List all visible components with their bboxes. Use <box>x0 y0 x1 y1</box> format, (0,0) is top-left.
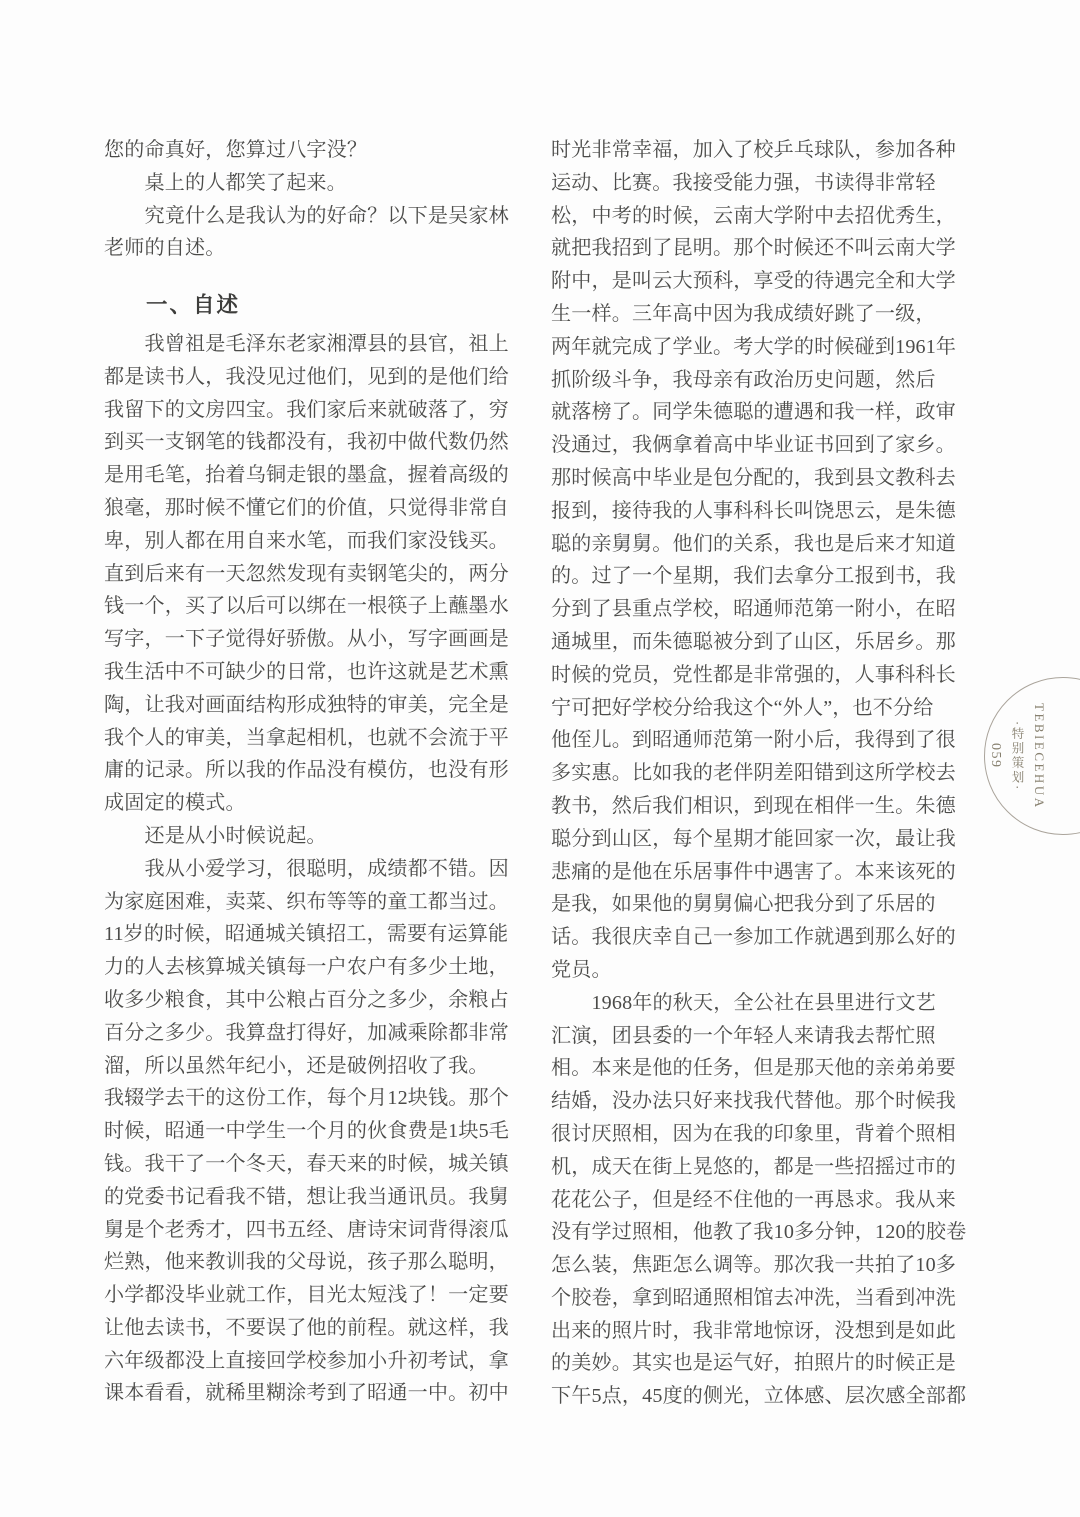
text-line: 抓阶级斗争，我母亲有政治历史问题，然后 <box>551 368 936 391</box>
text-line: 卑，别人都在用自来水笔，而我们家没钱买。 <box>104 529 509 552</box>
text-line: 庸的记录。所以我的作品没有模仿，也没有形 <box>104 759 509 782</box>
text-line: 很讨厌照相，因为在我的印象里，背着个照相 <box>551 1122 956 1145</box>
text-line: 六年级都没上直接回学校参加小升初考试，拿 <box>104 1349 509 1372</box>
text-line: 舅是个老秀才，四书五经、唐诗宋词背得滚瓜 <box>104 1218 509 1241</box>
text-line: 成固定的模式。 <box>104 792 246 815</box>
text-line: 直到后来有一天忽然发现有卖钢笔尖的，两分 <box>104 562 509 585</box>
text-line: 怎么装，焦距怎么调等。那次我一共拍了10多 <box>551 1254 957 1277</box>
text-line: 写字，一下子觉得好骄傲。从小，写字画画是 <box>104 628 509 651</box>
text-line: 究竟什么是我认为的好命？以下是吴家林 <box>104 204 509 227</box>
text-line: 百分之多少。我算盘打得好，加减乘除都非常 <box>104 1021 509 1044</box>
text-line: 还是从小时候说起。 <box>104 824 327 847</box>
text-line: 的。过了一个星期，我们去拿分工报到书，我 <box>551 565 956 588</box>
section-title-chinese: ·特别策划· <box>1010 720 1024 792</box>
text-line: 都是读书人，我没见过他们，见到的是他们给 <box>104 365 509 388</box>
text-line: 您的命真好，您算过八字没？ <box>104 139 368 161</box>
margin-badge <box>984 677 1050 835</box>
text-line: 话。我很庆幸自己一参加工作就遇到那么好的 <box>551 926 956 949</box>
text-line: 运动、比赛。我接受能力强，书读得非常轻 <box>551 171 936 194</box>
text-line: 分到了县重点学校，昭通师范第一附小，在昭 <box>551 598 956 621</box>
section-title-latin: TEBIECEHUA <box>1032 702 1047 810</box>
text-line: 我曾祖是毛泽东老家湘潭县的县官，祖上 <box>104 332 509 355</box>
text-line: 的党委书记看我不错，想让我当通讯员。我舅 <box>104 1185 509 1208</box>
text-line: 宁可把好学校分给我这个“外人”，也不分给 <box>551 696 934 719</box>
text-line: 钱一个，买了以后可以绑在一根筷子上蘸墨水 <box>104 595 509 618</box>
text-line: 11岁的时候，昭通城关镇招工，需要有运算能 <box>104 923 509 946</box>
text-line: 1968年的秋天，全公社在县里进行文艺 <box>551 991 936 1014</box>
text-line: 我辍学去干的这份工作，每个月12块钱。那个 <box>104 1087 510 1110</box>
text-line: 出来的照片时，我非常地惊讶，没想到是如此 <box>551 1319 956 1342</box>
text-line: 的美妙。其实也是运气好，拍照片的时候正是 <box>551 1352 956 1375</box>
text-line: 是我，如果他的舅舅偏心把我分到了乐居的 <box>551 893 936 916</box>
text-line: 就落榜了。同学朱德聪的遭遇和我一样，政审 <box>551 401 956 424</box>
text-line: 个胶卷，拿到昭通照相馆去冲洗，当看到冲洗 <box>551 1286 956 1309</box>
text-line: 没通过，我俩拿着高中毕业证书回到了家乡。 <box>551 434 956 457</box>
text-line: 收多少粮食，其中公粮占百分之多少，余粮占 <box>104 988 509 1011</box>
text-line: 生一样。三年高中因为我成绩好跳了一级， <box>551 302 936 325</box>
text-line: 课本看看，就稀里糊涂考到了昭通一中。初中 <box>104 1382 509 1405</box>
text-line: 时候的党员，党性都是非常强的，人事科科长 <box>551 663 956 686</box>
text-line: 让他去读书，不要误了他的前程。就这样，我 <box>104 1316 509 1339</box>
text-line: 我个人的审美，当拿起相机，也就不会流于平 <box>104 726 509 749</box>
right-column-body <box>551 134 967 1413</box>
text-line: 那时候高中毕业是包分配的，我到县文教科去 <box>551 466 956 489</box>
text-line: 报到，接待我的人事科科长叫饶思云，是朱德 <box>551 499 956 522</box>
text-line: 就把我招到了昆明。那个时候还不叫云南大学 <box>551 237 956 260</box>
text-line: 我留下的文房四宝。我们家后来就破落了，穷 <box>104 398 509 421</box>
text-line: 我从小爱学习，很聪明，成绩都不错。因 <box>104 857 509 880</box>
text-line: 两年就完成了学业。考大学的时候碰到1961年 <box>551 335 957 358</box>
text-line: 没有学过照相，他教了我10多分钟，120的胶卷 <box>551 1221 967 1244</box>
text-line: 下午5点，45度的侧光，立体感、层次感全部都 <box>551 1385 967 1408</box>
text-line: 相。本来是他的任务，但是那天他的亲弟弟要 <box>551 1057 956 1080</box>
text-line: 到买一支钢笔的钱都没有，我初中做代数仍然 <box>104 431 509 454</box>
text-line: 桌上的人都笑了起来。 <box>104 171 347 194</box>
right-column <box>551 134 967 1413</box>
text-line: 多实惠。比如我的老伴阴差阳错到这所学校去 <box>551 762 956 785</box>
intro-paragraph <box>104 134 511 265</box>
text-line: 悲痛的是他在乐居事件中遇害了。本来该死的 <box>551 860 956 883</box>
left-column-body <box>104 328 511 1410</box>
text-line: 聪的亲舅舅。他们的关系，我也是后来才知道 <box>551 532 956 555</box>
text-line: 聪分到山区，每个星期才能回家一次，最让我 <box>551 827 956 850</box>
text-line: 机，成天在街上晃悠的，都是一些招摇过市的 <box>551 1155 956 1178</box>
text-line: 为家庭困难，卖菜、织布等等的童工都当过。 <box>104 890 509 913</box>
section-heading: 一、自述 <box>146 293 241 318</box>
text-line: 老师的自述。 <box>104 237 226 260</box>
text-line: 汇演，团县委的一个年轻人来请我去帮忙照 <box>551 1024 936 1047</box>
text-line: 烂熟，他来教训我的父母说，孩子那么聪明， <box>104 1251 509 1274</box>
text-line: 陶，让我对画面结构形成独特的审美，完全是 <box>104 693 509 716</box>
text-line: 钱。我干了一个冬天，春天来的时候，城关镇 <box>104 1152 509 1175</box>
left-column <box>104 134 511 1410</box>
text-line: 教书，然后我们相识，到现在相伴一生。朱德 <box>551 794 956 817</box>
text-line: 时候，昭通一中学生一个月的伙食费是1块5毛 <box>104 1120 510 1143</box>
text-line: 时光非常幸福，加入了校乒乓球队，参加各种 <box>551 139 956 161</box>
text-line: 松，中考的时候，云南大学附中去招优秀生， <box>551 204 956 227</box>
text-line: 我生活中不可缺少的日常，也许这就是艺术熏 <box>104 660 509 683</box>
text-line: 附中，是叫云大预科，享受的待遇完全和大学 <box>551 270 956 293</box>
text-line: 小学都没毕业就工作，目光太短浅了！一定要 <box>104 1284 509 1307</box>
text-line: 力的人去核算城关镇每一户农户有多少土地， <box>104 956 509 979</box>
text-line: 结婚，没办法只好来找我代替他。那个时候我 <box>551 1090 956 1113</box>
text-line: 溜，所以虽然年纪小，还是破例招收了我。 <box>104 1054 489 1077</box>
text-line: 是用毛笔，抬着乌铜走银的墨盒，握着高级的 <box>104 464 509 487</box>
text-line: 花花公子，但是经不住他的一再恳求。我从来 <box>551 1188 956 1211</box>
text-line: 狼毫，那时候不懂它们的价值，只觉得非常自 <box>104 496 509 519</box>
text-line: 通城里，而朱德聪被分到了山区，乐居乡。那 <box>551 630 956 653</box>
page-number: 059 <box>988 743 1003 769</box>
text-line: 党员。 <box>551 958 612 981</box>
text-line: 他侄儿。到昭通师范第一附小后，我得到了很 <box>551 729 956 752</box>
